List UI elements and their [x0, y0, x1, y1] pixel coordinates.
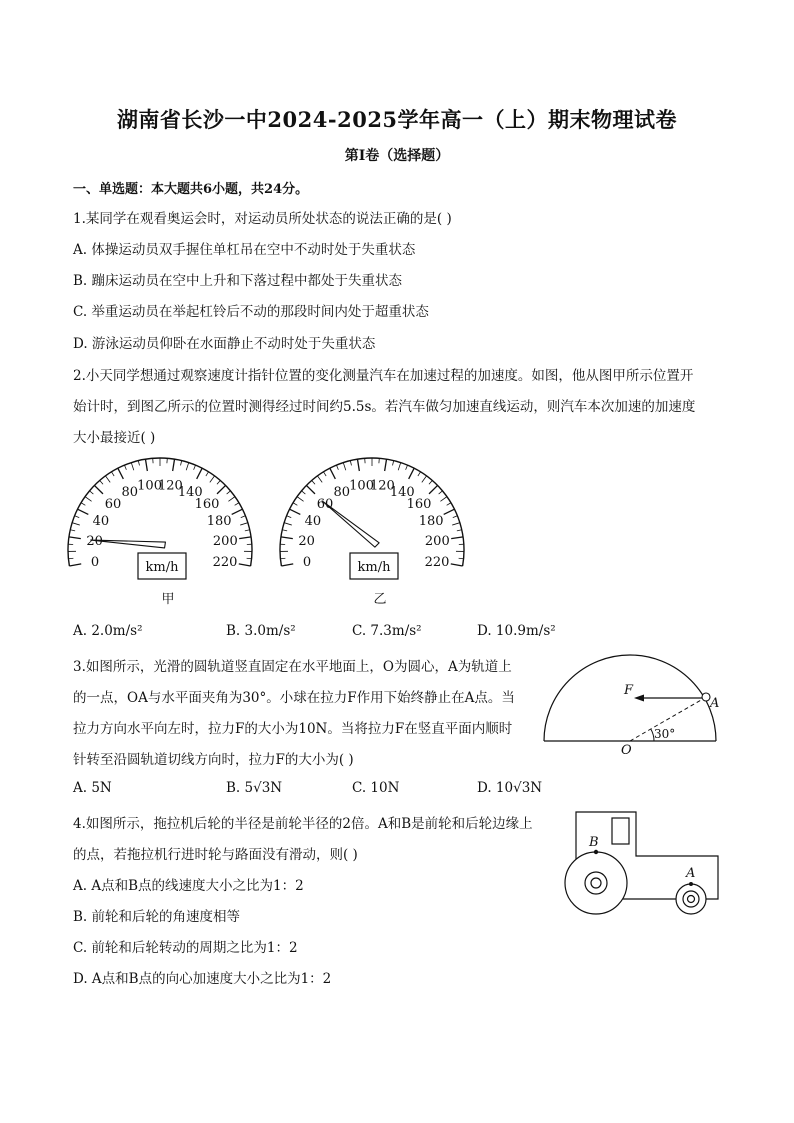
- gauge-tick: [302, 491, 306, 494]
- gauge-tick: [306, 485, 315, 493]
- gauge-tick: [357, 459, 359, 471]
- gauge-tick: [90, 491, 94, 494]
- q3-line-3: 拉力方向水平向左时，拉力F的大小为10N。当将拉力F在竖直平面内顺时: [73, 721, 513, 737]
- gauge-tick: [228, 497, 235, 502]
- gauge-tick-label: 140: [389, 484, 415, 500]
- q3-line-1: 3.如图所示，光滑的圆轨道竖直固定在水平地面上，O为圆心，A为轨道上: [73, 659, 512, 675]
- gauge-tick: [287, 516, 292, 518]
- semicircle-track-diagram: [536, 650, 726, 760]
- page-subtitle: 第I卷（选择题）: [344, 148, 450, 164]
- gauge-tick: [232, 509, 243, 514]
- gauge-tick: [422, 476, 427, 482]
- gauge-tick-label: 200: [424, 534, 450, 550]
- q4-option-a: A. A点和B点的线速度大小之比为1：2: [73, 878, 304, 894]
- q2-line-3: 大小最接近( ): [73, 430, 156, 446]
- gauge-tick: [81, 503, 85, 506]
- gauge-tick: [138, 461, 139, 466]
- q3-figure: [536, 650, 726, 760]
- gauge-tick: [217, 485, 226, 493]
- gauge-tick: [398, 463, 400, 471]
- label-angle: 30°: [654, 727, 676, 741]
- gauge-tick: [293, 503, 297, 506]
- page-title: 湖南省长沙一中2024-2025学年高一（上）期末物理试卷: [116, 107, 678, 132]
- label-a: A: [710, 696, 720, 711]
- gauge-tick: [444, 509, 455, 514]
- gauge-tick: [245, 530, 250, 531]
- gauge-tick: [439, 491, 443, 494]
- gauge-tick: [145, 459, 147, 471]
- gauge-unit-label: km/h: [145, 560, 179, 575]
- q2-option-c: C. 7.3m/s²: [352, 623, 422, 639]
- gauge-tick: [451, 537, 463, 539]
- q2-option-d: D. 10.9m/s²: [477, 623, 556, 639]
- gauge-tick: [323, 472, 326, 476]
- gauge-tick: [330, 468, 335, 479]
- q2-option-b: B. 3.0m/s²: [226, 623, 296, 639]
- q4-line-1: 4.如图所示，拖拉机后轮的半径是前轮半径的2倍。A和B是前轮和后轮边缘上: [73, 816, 533, 832]
- q4-line-2: 的点，若拖拉机行进时轮与路面没有滑动，则( ): [73, 847, 358, 863]
- gauge-tick-label: 140: [177, 484, 203, 500]
- gauge-tick: [239, 564, 251, 566]
- gauge-tick-label: 100: [137, 478, 162, 494]
- gauge-tick: [453, 516, 458, 518]
- gauge-tick: [118, 468, 123, 479]
- gauge-tick: [457, 530, 462, 531]
- q1-stem: 1.某同学在观看奥运会时，对运动员所处状态的说法正确的是( ): [73, 211, 452, 227]
- gauge-tick: [241, 516, 246, 518]
- q3-line-4: 针转至沿圆轨道切线方向时，拉力F的大小为( ): [73, 752, 354, 768]
- speedometer-b: [272, 450, 472, 610]
- label-f: F: [624, 683, 634, 698]
- gauge-tick: [197, 468, 202, 479]
- gauge-tick-label: 120: [158, 478, 183, 494]
- gauge-tick: [440, 497, 447, 502]
- gauge-tick: [72, 523, 80, 525]
- gauge-tick: [239, 537, 251, 539]
- gauge-tick-label: 100: [349, 478, 374, 494]
- gauge-tick: [111, 472, 114, 476]
- gauge-tick-label: 80: [333, 484, 351, 500]
- gauge-tick: [94, 485, 103, 493]
- q1-option-a: A. 体操运动员双手握住单杠吊在空中不动时处于失重状态: [73, 242, 416, 258]
- gauge-unit-label: km/h: [357, 560, 391, 575]
- gauge-tick: [429, 485, 438, 493]
- gauge-tick-label: 160: [406, 497, 432, 513]
- gauge-tick: [297, 497, 304, 502]
- gauge-tick-label: 80: [121, 484, 139, 500]
- gauge-tick-label: 160: [194, 497, 220, 513]
- point-a: [689, 882, 693, 886]
- force-arrow-head: [634, 695, 644, 702]
- point-b: [594, 850, 598, 854]
- gauge-tick: [393, 461, 394, 466]
- q3-option-c: C. 10N: [352, 780, 400, 796]
- tractor-diagram: [556, 804, 731, 924]
- rear-wheel-axle: [591, 878, 601, 888]
- gauge-tick-label: 220: [424, 554, 450, 570]
- gauge-tick-label: 200: [212, 534, 238, 550]
- gauge-tick-label: 180: [206, 514, 232, 530]
- speedometer-b-figure: [272, 450, 472, 610]
- gauge-caption-b: 乙: [373, 592, 387, 607]
- q3-option-b: B. 5√3N: [226, 780, 283, 796]
- gauge-tick-label: 120: [370, 478, 395, 494]
- gauge-tick: [284, 523, 292, 525]
- gauge-tick: [336, 465, 338, 470]
- q1-option-c: C. 举重运动员在举起杠铃后不动的那段时间内处于超重状态: [73, 304, 429, 320]
- gauge-tick: [210, 476, 215, 482]
- q1-option-d: D. 游泳运动员仰卧在水面静止不动时处于失重状态: [73, 336, 376, 352]
- gauge-tick: [281, 537, 293, 539]
- gauge-tick: [69, 564, 81, 566]
- gauge-tick-label: 60: [316, 497, 334, 513]
- gauge-outer-arc: [68, 458, 252, 566]
- gauge-tick-label: 20: [298, 534, 315, 550]
- gauge-tick: [131, 463, 133, 471]
- gauge-tick: [409, 468, 414, 479]
- gauge-caption-a: 甲: [161, 592, 175, 607]
- label-a-tractor: A: [686, 866, 696, 881]
- gauge-tick: [75, 516, 80, 518]
- gauge-tick: [281, 564, 293, 566]
- gauge-tick: [173, 459, 175, 471]
- gauge-tick-label: 40: [92, 514, 110, 530]
- gauge-tick: [105, 476, 110, 482]
- q4-option-c: C. 前轮和后轮转动的周期之比为1：2: [73, 940, 298, 956]
- gauge-needle: [322, 501, 379, 547]
- q2-line-1: 2.小天同学想通过观察速度计指针位置的变化测量汽车在加速过程的加速度。如图，他从图甲所示位置开: [73, 368, 694, 384]
- front-wheel-axle: [688, 896, 695, 903]
- gauge-tick: [69, 537, 81, 539]
- section-heading: 一、单选题：本大题共6小题，共24分。: [73, 182, 309, 197]
- gauge-tick: [350, 461, 351, 466]
- q3-line-2: 的一点，OA与水平面夹角为30°。小球在拉力F作用下始终静止在A点。当: [73, 690, 515, 706]
- gauge-tick: [451, 564, 463, 566]
- gauge-tick: [206, 472, 209, 476]
- q3-option-d: D. 10√3N: [477, 780, 543, 796]
- gauge-tick-label: 60: [104, 497, 122, 513]
- gauge-tick: [290, 509, 301, 514]
- gauge-tick-label: 220: [212, 554, 238, 570]
- gauge-outer-arc: [280, 458, 464, 566]
- gauge-tick: [240, 523, 248, 525]
- gauge-tick: [317, 476, 322, 482]
- gauge-tick: [227, 491, 231, 494]
- label-b: B: [589, 835, 599, 850]
- gauge-tick: [282, 530, 287, 531]
- gauge-tick: [406, 465, 408, 470]
- gauge-tick-label: 0: [90, 554, 100, 570]
- gauge-tick: [100, 480, 103, 484]
- gauge-tick: [385, 459, 387, 471]
- speedometer-a: [60, 450, 260, 610]
- gauge-tick: [194, 465, 196, 470]
- point-a-ball: [702, 693, 710, 701]
- gauge-tick: [447, 503, 451, 506]
- q4-option-d: D. A点和B点的向心加速度大小之比为1：2: [73, 971, 332, 987]
- gauge-tick-label: 40: [304, 514, 322, 530]
- gauge-tick: [312, 480, 315, 484]
- label-o: O: [621, 743, 632, 758]
- gauge-tick: [418, 472, 421, 476]
- q4-option-b: B. 前轮和后轮的角速度相等: [73, 909, 241, 925]
- q3-option-a: A. 5N: [73, 780, 112, 796]
- gauge-tick: [70, 530, 75, 531]
- gauge-tick: [343, 463, 345, 471]
- gauge-tick: [124, 465, 126, 470]
- cab-window: [612, 818, 629, 844]
- speedometer-a-figure: [60, 450, 260, 610]
- q1-option-b: B. 蹦床运动员在空中上升和下落过程中都处于失重状态: [73, 273, 403, 289]
- q4-figure: [556, 804, 731, 924]
- gauge-tick: [452, 523, 460, 525]
- gauge-tick: [186, 463, 188, 471]
- gauge-tick: [181, 461, 182, 466]
- gauge-tick-label: 180: [418, 514, 444, 530]
- q2-line-2: 始计时，到图乙所示的位置时测得经过时间约5.5s。若汽车做匀加速直线运动，则汽车本次加速的加速度: [73, 399, 696, 415]
- gauge-tick-label: 0: [302, 554, 312, 570]
- gauge-tick: [78, 509, 89, 514]
- gauge-tick: [429, 480, 432, 484]
- gauge-tick: [85, 497, 92, 502]
- gauge-tick: [217, 480, 220, 484]
- gauge-tick-label: 20: [86, 534, 103, 550]
- q2-option-a: A. 2.0m/s²: [73, 623, 143, 639]
- gauge-tick: [235, 503, 239, 506]
